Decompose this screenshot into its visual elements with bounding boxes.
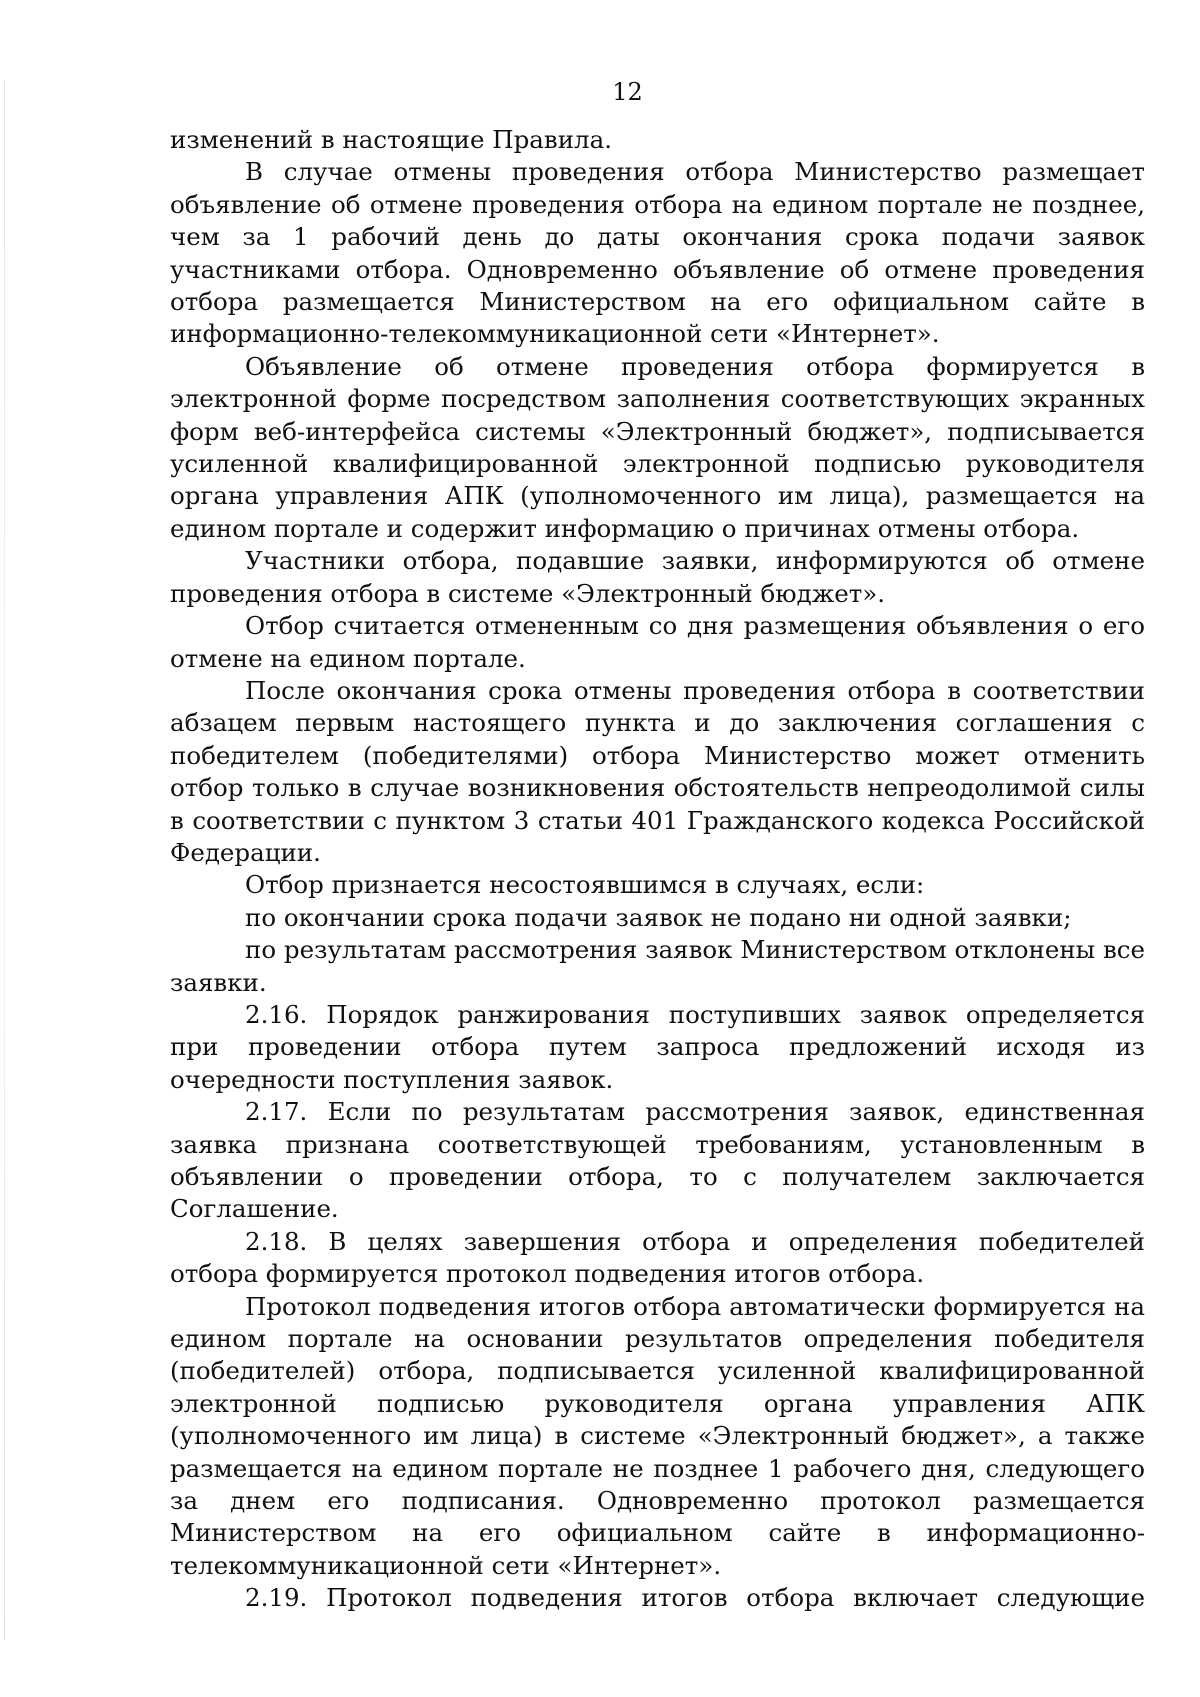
paragraph-2-17: 2.17. Если по результатам рассмотрения заявок, единственная заявка признана соответствующей требованиям, установленным в объявлении о проведении отбора, то с получателем заключается Соглашение.: [170, 1097, 1145, 1224]
page-number: 12: [612, 78, 643, 106]
paragraph-2-16: 2.16. Порядок ранжирования поступивших заявок определяется при проведении отбора путем запроса предложений исходя из очередности поступления заявок.: [170, 999, 1145, 1094]
scan-edge-shadow: [4, 80, 5, 1640]
paragraph-no-applications: по окончании срока подачи заявок не подано ни одной заявки;: [245, 902, 1072, 932]
paragraph-failed-selection: Отбор признается несостоявшимся в случаях, если:: [245, 870, 925, 900]
paragraph-cancellation-notice: В случае отмены проведения отбора Министерство размещает объявление об отмене проведения отбора на едином портале не позднее, чем за 1 рабочий день до даты окончания срока подачи заявок участниками отбора. Одновременно объявление об отмене проведения отбора размещается Министерством на его официальном сайте в информационно-телекоммуникационной сети «Интернет».: [170, 157, 1145, 349]
document-body: [170, 124, 1145, 1615]
paragraph-2-18: 2.18. В целях завершения отбора и определения победителей отбора формируется протокол подведения итогов отбора.: [170, 1226, 1145, 1289]
paragraph-electronic-form: Объявление об отмене проведения отбора формируется в электронной форме посредством заполнения соответствующих экранных форм веб-интерфейса системы «Электронный бюджет», подписывается усиленной квалифицированной электронной подписью руководителя органа управления АПК (уполномоченного им лица), размещается на едином портале и содержит информацию о причинах отмены отбора.: [170, 351, 1145, 543]
paragraph-continuation: изменений в настоящие Правила.: [170, 125, 612, 154]
paragraph-cancelled-date: Отбор считается отмененным со дня размещения объявления о его отмене на едином портале.: [170, 611, 1145, 673]
paragraph-force-majeure: После окончания срока отмены проведения отбора в соответствии абзацем первым настоящего пункта и до заключения соглашения с победителем (победителями) отбора Министерство может отменить отбор только в случае возникновения обстоятельств непреодолимой силы в соответствии с пунктом 3 статьи 401 Гражданского кодекса Российской Федерации.: [170, 675, 1145, 867]
paragraph-protocol: Протокол подведения итогов отбора автоматически формируется на едином портале на основании результатов определения победителя (победителей) отбора, подписывается усиленной квалифицированной электронной подписью руководителя органа управления АПК (уполномоченного им лица) в системе «Электронный бюджет», а также размещается на едином портале не позднее 1 рабочего дня, следующего за днем его подписания. Одновременно протокол размещается Министерством на его официальном сайте в информационно-телекоммуникационной сети «Интернет».: [170, 1291, 1145, 1580]
paragraph-2-19: 2.19. Протокол подведения итогов отбора включает следующие: [245, 1583, 1145, 1613]
paragraph-all-rejected: по результатам рассмотрения заявок Министерством отклонены все заявки.: [170, 935, 1145, 997]
paragraph-participants-informed: Участники отбора, подавшие заявки, информируются об отмене проведения отбора в системе «Электронный бюджет».: [170, 546, 1145, 608]
